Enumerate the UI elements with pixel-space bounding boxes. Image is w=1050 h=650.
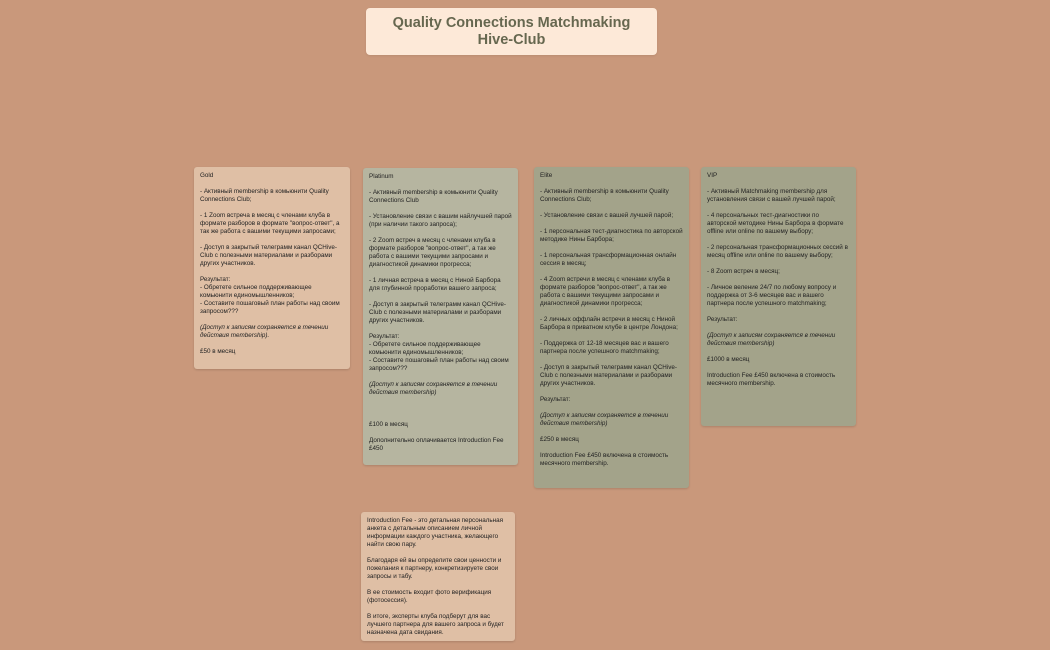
card-paragraph: (Доступ к записям сохраняется в течении действия membership) <box>369 381 498 396</box>
card-paragraph <box>369 405 512 413</box>
card-paragraph: - 4 персональных тест-диагностики по авторской методике Нины Барбора в формате offline или online по вашему выбору; <box>707 212 844 235</box>
sticky-note-vip[interactable] <box>701 167 856 426</box>
sticky-note-introduction-fee[interactable] <box>361 512 515 641</box>
card-paragraph: - Активный membership в комьюнити Quality Connections Club; <box>200 188 329 203</box>
card-paragraph: - Установление связи с вашей лучшей парой; <box>540 212 674 219</box>
card-paragraph: В ее стоимость входит фото верификация (фотосессия). <box>367 589 492 604</box>
sticky-note-gold[interactable] <box>194 167 350 369</box>
card-paragraph: - Доступ в закрытый телеграмм канал QCHive-Club с полезными материалами и разборами других участников. <box>540 364 677 387</box>
card-paragraph: £250 в месяц <box>540 436 579 443</box>
card-paragraph: - 2 персональная трансформационных сессий в месяц offline или online по вашему выбору; <box>707 244 848 259</box>
card-paragraph: - 1 личная встреча в месяц с Ниной Барбора для глубинной проработки вашего запроса; <box>369 277 501 292</box>
card-paragraph: - 1 персональная трансформационная онлайн сессия в месяц; <box>540 252 677 267</box>
card-heading: VIP <box>707 172 718 179</box>
card-paragraph: £100 в месяц <box>369 421 408 428</box>
card-paragraph: (Доступ к записям сохраняется в течении действия membership). <box>200 324 329 339</box>
board-title[interactable]: Quality Connections Matchmaking Hive-Club <box>366 8 657 55</box>
card-heading: Platinum <box>369 173 394 180</box>
card-paragraph: Результат: - Обретете сильное поддерживающее комьюнити единомышленников; - Составите пошаговый план работы над своим запросом??? <box>369 333 509 372</box>
card-paragraph: - Поддержка от 12-18 месяцев вас и вашего партнера после успешного matchmaking; <box>540 340 669 355</box>
card-paragraph: Introduction Fee £450 включена в стоимость месячного membership. <box>707 372 836 387</box>
card-paragraph: - 4 Zoom встречи в месяц с членами клуба в формате разборов "вопрос-ответ", а так же работа с вашими текущими запросами и диагностикой динамики прогресса; <box>540 276 671 307</box>
card-paragraph: - Активный Matchmaking membership для установления связи с вашей лучшей парой; <box>707 188 836 203</box>
card-paragraph: (Доступ к записям сохраняется в течении действия membership) <box>707 332 836 347</box>
card-paragraph: Благодаря ей вы определите свои ценности и пожелания к партнеру, конкретизируете свои запросы и табу. <box>367 557 502 580</box>
card-paragraph: - Активный membership в комьюнити Quality Connections Club; <box>540 188 669 203</box>
card-paragraph: Introduction Fee - это детальная персональная анкета с детальным описанием личной информации каждого участника, желающего найти свою пару. <box>367 517 504 548</box>
sticky-note-platinum[interactable] <box>363 168 518 465</box>
card-paragraph: - 1 персональная тест-диагностика по авторской методике Нины Барбора; <box>540 228 683 243</box>
card-paragraph: Дополнительно оплачивается Introduction Fee £450 <box>369 437 504 452</box>
card-paragraph: - Установление связи с вашим найлучшей парой (при наличии такого запроса); <box>369 213 512 228</box>
card-paragraph: - Доступ в закрытый телеграмм канал QCHive-Club с полезными материалами и разборами других участников. <box>200 244 337 267</box>
card-paragraph: £1000 в месяц <box>707 356 750 363</box>
card-paragraph: - Доступ в закрытый телеграмм канал QCHive-Club с полезными материалами и разборами других участников. <box>369 301 506 324</box>
sticky-note-elite[interactable] <box>534 167 689 488</box>
card-paragraph: £50 в месяц <box>200 348 236 355</box>
card-heading: Gold <box>200 172 214 179</box>
card-paragraph: - 8 Zoom встреч в месяц; <box>707 268 780 275</box>
card-paragraph: - Личное веление 24/7 по любому вопросу и поддержка от 3-6 месяцев вас и вашего партнера после успешного matchmaking; <box>707 284 837 307</box>
card-paragraph: - 2 Zoom встреч в месяц с членами клуба в формате разборов "вопрос-ответ", а так же работа с вашими текущими запросами и диагностикой динамики прогресса; <box>369 237 496 268</box>
card-paragraph: В итоге, эксперты клуба подберут для вас лучшего партнера для вашего запроса и будет назначена дата свидания. <box>367 613 504 636</box>
card-paragraph: Результат: - Обретете сильное поддерживающее комьюнити единомышленников; - Составите пошаговый план работы над своим запросом??? <box>200 276 340 315</box>
card-paragraph: (Доступ к записям сохраняется в течении действия membership) <box>540 412 669 427</box>
card-paragraph: - 1 Zoom встреча в месяц с членами клуба в формате разборов в формате "вопрос-ответ", а так же работа с вашими текущими запросами; <box>200 212 340 235</box>
card-paragraph: Результат: <box>707 316 738 323</box>
card-paragraph: - Активный membership в комьюнити Quality Connections Club <box>369 189 498 204</box>
card-heading: Elite <box>540 172 553 179</box>
card-paragraph: - 2 личных оффлайн встречи в месяц с Ниной Барбора в приватном клубе в центре Лондона; <box>540 316 678 331</box>
card-paragraph: Результат: <box>540 396 571 403</box>
card-paragraph: Introduction Fee £450 включена в стоимость месячного membership. <box>540 452 669 467</box>
